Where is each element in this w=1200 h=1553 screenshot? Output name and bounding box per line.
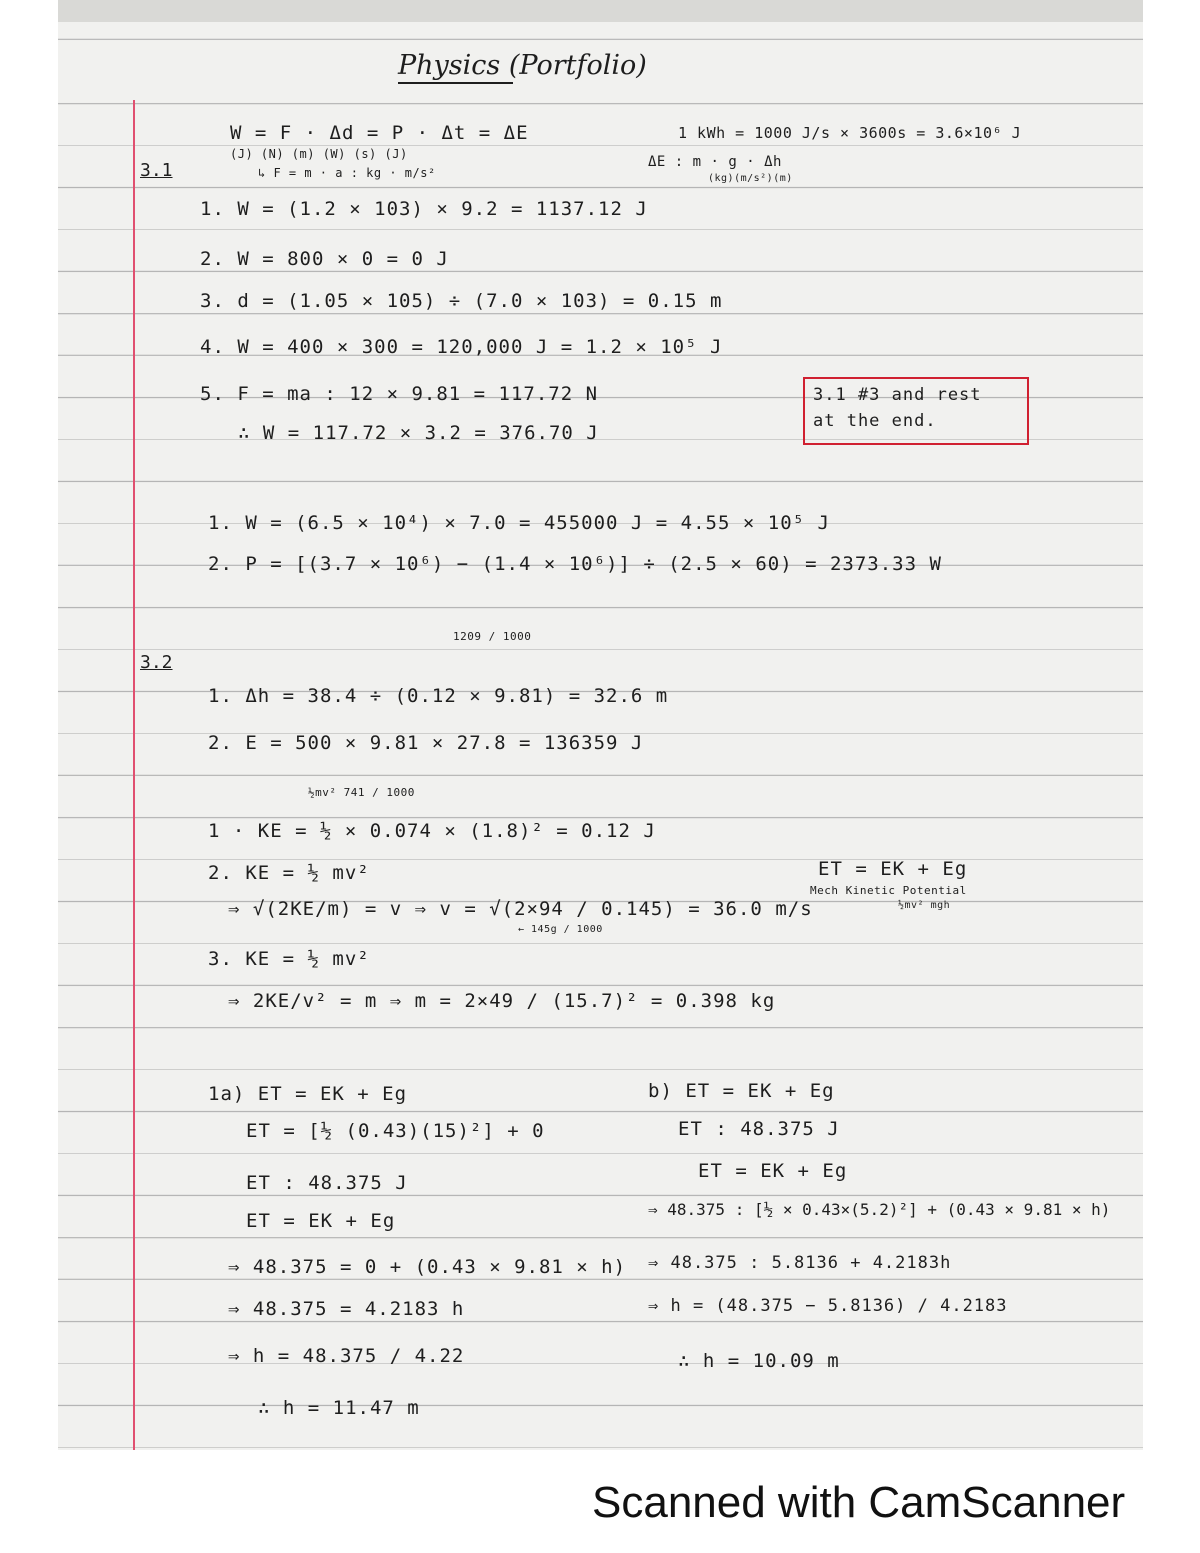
answer-ke-3: 3. KE = ½ mv² [208, 948, 370, 970]
answer-1a-et-value: ET : 48.375 J [246, 1172, 408, 1194]
answer-3-2-1: 1. Δh = 38.4 ÷ (0.12 × 9.81) = 32.6 m [208, 685, 669, 707]
answer-1a-sum: ET = EK + Eg [246, 1210, 396, 1232]
answer-mass: ⇒ 2KE/v² = m ⇒ m = 2×49 / (15.7)² = 0.398 kg [228, 990, 776, 1012]
notebook-page [58, 0, 1143, 1450]
answer-3-1-1: 1. W = (1.2 × 103) × 9.2 = 1137.12 J [200, 198, 648, 220]
note-line-2: at the end. [813, 411, 937, 431]
answer-b-formula: b) ET = EK + Eg [648, 1080, 835, 1102]
answer-1a-et: ET = [½ (0.43)(15)²] + 0 [246, 1120, 545, 1142]
answer-3-1-2: 2. W = 800 × 0 = 0 J [200, 248, 449, 270]
answer-3-1-5: 5. F = ma : 12 × 9.81 = 117.72 N [200, 383, 599, 405]
answer-1a-result: ∴ h = 11.47 m [258, 1397, 420, 1419]
answer-b-et: ET : 48.375 J [678, 1118, 840, 1140]
answer-1a-simplified: ⇒ 48.375 = 4.2183 h [228, 1298, 465, 1320]
formula-potential: ΔE : m · g · Δh [648, 154, 782, 170]
answer-velocity: ⇒ √(2KE/m) = v ⇒ v = √(2×94 / 0.145) = 36.0 m/s [228, 898, 813, 920]
answer-1a-substitution: ⇒ 48.375 = 0 + (0.43 × 9.81 × h) [228, 1256, 627, 1278]
energy-sum-expressions: ½mv² mgh [898, 900, 951, 911]
answer-b-sum: ET = EK + Eg [698, 1160, 848, 1182]
answer-1a-h-expression: ⇒ h = 48.375 / 4.22 [228, 1345, 465, 1367]
title-underline [398, 82, 513, 84]
formula-units: (J) (N) (m) (W) (s) (J) [230, 147, 408, 161]
answer-work-2-1: 1. W = (6.5 × 10⁴) × 7.0 = 455000 J = 4.55 × 10⁵ J [208, 512, 830, 534]
page-title: Physics (Portfolio) [398, 50, 647, 81]
answer-1a-formula: 1a) ET = EK + Eg [208, 1083, 408, 1105]
formula-kwh: 1 kWh = 1000 J/s × 3600s = 3.6×10⁶ J [678, 124, 1022, 142]
answer-3-2-2: 2. E = 500 × 9.81 × 27.8 = 136359 J [208, 732, 644, 754]
note-box [803, 377, 1029, 445]
answer-b-simplified: ⇒ 48.375 : 5.8136 + 4.2183h [648, 1253, 952, 1273]
answer-3-1-4: 4. W = 400 × 300 = 120,000 J = 1.2 × 10⁵ J [200, 336, 723, 358]
answer-3-1-5-result: ∴ W = 117.72 × 3.2 = 376.70 J [238, 422, 599, 444]
note-line-1: 3.1 #3 and rest [813, 385, 982, 405]
answer-ke-1: 1 · KE = ½ × 0.074 × (1.8)² = 0.12 J [208, 820, 656, 842]
answer-b-result: ∴ h = 10.09 m [678, 1350, 840, 1372]
note-741-1000: ½mv² 741 / 1000 [308, 786, 415, 799]
energy-sum-labels: Mech Kinetic Potential [810, 884, 967, 897]
energy-sum-formula: ET = EK + Eg [818, 858, 968, 880]
section-label-3-1: 3.1 [140, 160, 173, 181]
answer-3-1-3: 3. d = (1.05 × 105) ÷ (7.0 × 103) = 0.15 m [200, 290, 723, 312]
answer-power-2-2: 2. P = [(3.7 × 10⁶) − (1.4 × 10⁶)] ÷ (2.5 × 60) = 2373.33 W [208, 553, 942, 575]
answer-ke-2: 2. KE = ½ mv² [208, 862, 370, 884]
note-145g: ← 145g / 1000 [518, 924, 603, 935]
formula-potential-units: (kg)(m/s²)(m) [708, 173, 793, 184]
margin-line [133, 100, 135, 1450]
answer-b-substitution: ⇒ 48.375 : [½ × 0.43×(5.2)²] + (0.43 × 9.81 × h) [648, 1200, 1111, 1219]
answer-b-h-expression: ⇒ h = (48.375 − 5.8136) / 4.2183 [648, 1296, 1008, 1316]
note-1209-1000: 1209 / 1000 [453, 630, 532, 643]
scanner-watermark: Scanned with CamScanner [592, 1478, 1126, 1527]
formula-force: ↳ F = m · a : kg · m/s² [258, 166, 436, 180]
formula-work: W = F · Δd = P · Δt = ΔE [230, 122, 529, 144]
section-label-3-2: 3.2 [140, 652, 173, 673]
page-top-edge [58, 0, 1143, 22]
